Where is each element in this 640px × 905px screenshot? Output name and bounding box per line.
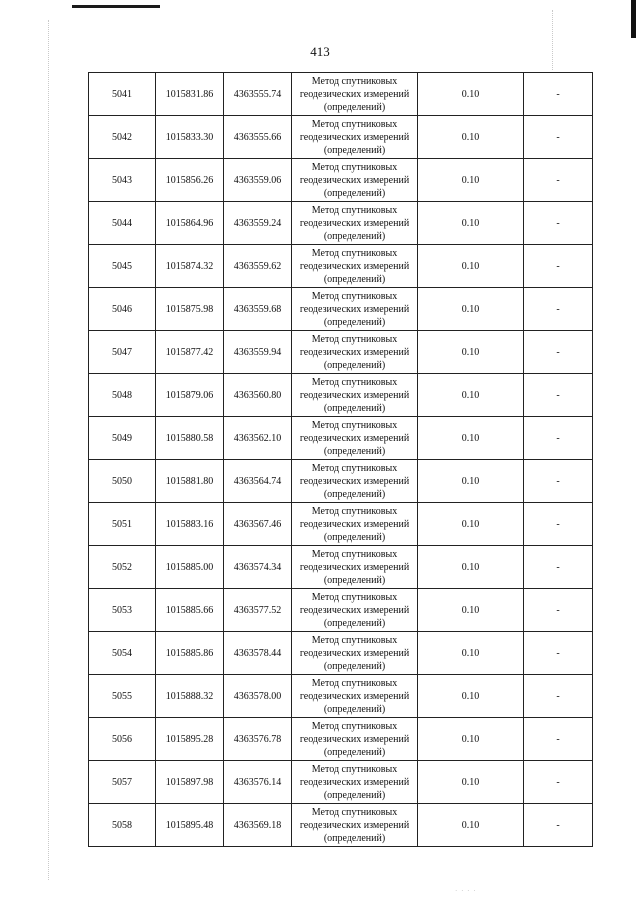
accuracy-cell: 0.10 [418, 288, 524, 331]
accuracy-cell: 0.10 [418, 331, 524, 374]
method-line: геодезических измерений [299, 776, 410, 788]
method-line: геодезических измерений [299, 432, 410, 444]
method-line: геодезических измерений [299, 561, 410, 573]
y-coordinate-cell: 4363560.80 [224, 374, 292, 417]
method-line: (определений) [323, 144, 386, 156]
accuracy-cell: 0.10 [418, 116, 524, 159]
x-coordinate-cell: 1015875.98 [156, 288, 224, 331]
extra-cell: - [524, 632, 593, 675]
extra-cell: - [524, 202, 593, 245]
accuracy-cell: 0.10 [418, 245, 524, 288]
x-coordinate-cell: 1015874.32 [156, 245, 224, 288]
accuracy-cell: 0.10 [418, 374, 524, 417]
method-line: (определений) [323, 273, 386, 285]
y-coordinate-cell: 4363576.14 [224, 761, 292, 804]
method-line: геодезических измерений [299, 217, 410, 229]
method-line: Метод спутниковых [311, 161, 398, 173]
method-line: Метод спутниковых [311, 75, 398, 87]
extra-cell: - [524, 718, 593, 761]
method-line: Метод спутниковых [311, 247, 398, 259]
top-rule [72, 5, 160, 8]
method-cell [292, 503, 418, 546]
point-number-cell: 5043 [89, 159, 156, 202]
table-row [89, 460, 593, 503]
extra-cell: - [524, 331, 593, 374]
x-coordinate-cell: 1015895.28 [156, 718, 224, 761]
method-cell [292, 460, 418, 503]
accuracy-cell: 0.10 [418, 73, 524, 116]
point-number-cell: 5058 [89, 804, 156, 847]
extra-cell: - [524, 288, 593, 331]
table-row [89, 632, 593, 675]
point-number-cell: 5041 [89, 73, 156, 116]
accuracy-cell: 0.10 [418, 761, 524, 804]
extra-cell: - [524, 460, 593, 503]
point-number-cell: 5046 [89, 288, 156, 331]
y-coordinate-cell: 4363559.24 [224, 202, 292, 245]
page-number: 413 [310, 44, 330, 59]
method-line: Метод спутниковых [311, 806, 398, 818]
table-row [89, 374, 593, 417]
point-number-cell: 5051 [89, 503, 156, 546]
method-line: (определений) [323, 531, 386, 543]
accuracy-cell: 0.10 [418, 718, 524, 761]
extra-cell: - [524, 116, 593, 159]
method-cell [292, 589, 418, 632]
table-row [89, 417, 593, 460]
point-number-cell: 5053 [89, 589, 156, 632]
table-row [89, 675, 593, 718]
method-line: геодезических измерений [299, 819, 410, 831]
y-coordinate-cell: 4363569.18 [224, 804, 292, 847]
method-line: (определений) [323, 660, 386, 672]
table-row [89, 503, 593, 546]
point-number-cell: 5042 [89, 116, 156, 159]
x-coordinate-cell: 1015885.86 [156, 632, 224, 675]
method-line: (определений) [323, 187, 386, 199]
method-line: Метод спутниковых [311, 763, 398, 775]
method-line: (определений) [323, 789, 386, 801]
x-coordinate-cell: 1015833.30 [156, 116, 224, 159]
x-coordinate-cell: 1015885.00 [156, 546, 224, 589]
method-line: (определений) [323, 316, 386, 328]
method-cell [292, 288, 418, 331]
point-number-cell: 5048 [89, 374, 156, 417]
table-row [89, 73, 593, 116]
table-row [89, 589, 593, 632]
method-cell [292, 417, 418, 460]
method-line: (определений) [323, 746, 386, 758]
method-cell [292, 159, 418, 202]
method-line: Метод спутниковых [311, 634, 398, 646]
y-coordinate-cell: 4363577.52 [224, 589, 292, 632]
accuracy-cell: 0.10 [418, 460, 524, 503]
method-line: (определений) [323, 488, 386, 500]
y-coordinate-cell: 4363574.34 [224, 546, 292, 589]
y-coordinate-cell: 4363578.00 [224, 675, 292, 718]
method-cell [292, 374, 418, 417]
method-cell [292, 202, 418, 245]
accuracy-cell: 0.10 [418, 589, 524, 632]
accuracy-cell: 0.10 [418, 503, 524, 546]
method-line: геодезических измерений [299, 346, 410, 358]
point-number-cell: 5045 [89, 245, 156, 288]
method-cell [292, 116, 418, 159]
x-coordinate-cell: 1015880.58 [156, 417, 224, 460]
method-cell [292, 718, 418, 761]
y-coordinate-cell: 4363559.94 [224, 331, 292, 374]
method-line: (определений) [323, 230, 386, 242]
y-coordinate-cell: 4363564.74 [224, 460, 292, 503]
table-row [89, 761, 593, 804]
method-cell [292, 761, 418, 804]
y-coordinate-cell: 4363559.68 [224, 288, 292, 331]
corner-mark [631, 0, 636, 38]
extra-cell: - [524, 546, 593, 589]
y-coordinate-cell: 4363567.46 [224, 503, 292, 546]
point-number-cell: 5047 [89, 331, 156, 374]
accuracy-cell: 0.10 [418, 159, 524, 202]
method-line: геодезических измерений [299, 475, 410, 487]
point-number-cell: 5055 [89, 675, 156, 718]
method-line: геодезических измерений [299, 733, 410, 745]
scan-mark: · · · · [455, 887, 477, 895]
point-number-cell: 5056 [89, 718, 156, 761]
extra-cell: - [524, 417, 593, 460]
point-number-cell: 5052 [89, 546, 156, 589]
point-number-cell: 5050 [89, 460, 156, 503]
method-line: геодезических измерений [299, 647, 410, 659]
x-coordinate-cell: 1015879.06 [156, 374, 224, 417]
x-coordinate-cell: 1015831.86 [156, 73, 224, 116]
accuracy-cell: 0.10 [418, 202, 524, 245]
accuracy-cell: 0.10 [418, 546, 524, 589]
y-coordinate-cell: 4363555.66 [224, 116, 292, 159]
x-coordinate-cell: 1015885.66 [156, 589, 224, 632]
method-line: Метод спутниковых [311, 505, 398, 517]
method-line: (определений) [323, 445, 386, 457]
method-cell [292, 546, 418, 589]
extra-cell: - [524, 761, 593, 804]
extra-cell: - [524, 503, 593, 546]
method-cell [292, 331, 418, 374]
method-line: Метод спутниковых [311, 204, 398, 216]
point-number-cell: 5044 [89, 202, 156, 245]
method-line: Метод спутниковых [311, 419, 398, 431]
table-row [89, 718, 593, 761]
y-coordinate-cell: 4363576.78 [224, 718, 292, 761]
coordinates-table [88, 72, 593, 847]
extra-cell: - [524, 675, 593, 718]
x-coordinate-cell: 1015883.16 [156, 503, 224, 546]
table-row [89, 804, 593, 847]
x-coordinate-cell: 1015897.98 [156, 761, 224, 804]
extra-cell: - [524, 73, 593, 116]
table-row [89, 288, 593, 331]
table-row [89, 546, 593, 589]
method-line: Метод спутниковых [311, 376, 398, 388]
table-row [89, 159, 593, 202]
point-number-cell: 5049 [89, 417, 156, 460]
method-line: (определений) [323, 832, 386, 844]
y-coordinate-cell: 4363559.06 [224, 159, 292, 202]
y-coordinate-cell: 4363559.62 [224, 245, 292, 288]
table-body [89, 73, 593, 847]
method-line: Метод спутниковых [311, 118, 398, 130]
extra-cell: - [524, 245, 593, 288]
accuracy-cell: 0.10 [418, 675, 524, 718]
y-coordinate-cell: 4363555.74 [224, 73, 292, 116]
x-coordinate-cell: 1015877.42 [156, 331, 224, 374]
method-line: геодезических измерений [299, 690, 410, 702]
extra-cell: - [524, 804, 593, 847]
method-cell [292, 245, 418, 288]
method-line: геодезических измерений [299, 260, 410, 272]
method-line: (определений) [323, 402, 386, 414]
method-line: геодезических измерений [299, 174, 410, 186]
x-coordinate-cell: 1015864.96 [156, 202, 224, 245]
method-line: (определений) [323, 359, 386, 371]
table-row [89, 245, 593, 288]
x-coordinate-cell: 1015888.32 [156, 675, 224, 718]
table-row [89, 116, 593, 159]
method-cell [292, 73, 418, 116]
point-number-cell: 5057 [89, 761, 156, 804]
method-line: геодезических измерений [299, 303, 410, 315]
method-line: Метод спутниковых [311, 677, 398, 689]
method-line: (определений) [323, 101, 386, 113]
x-coordinate-cell: 1015856.26 [156, 159, 224, 202]
point-number-cell: 5054 [89, 632, 156, 675]
method-cell [292, 632, 418, 675]
method-line: геодезических измерений [299, 604, 410, 616]
method-line: Метод спутниковых [311, 720, 398, 732]
x-coordinate-cell: 1015895.48 [156, 804, 224, 847]
extra-cell: - [524, 589, 593, 632]
method-line: Метод спутниковых [311, 548, 398, 560]
table-row [89, 202, 593, 245]
method-line: Метод спутниковых [311, 333, 398, 345]
method-cell [292, 804, 418, 847]
method-line: Метод спутниковых [311, 462, 398, 474]
y-coordinate-cell: 4363578.44 [224, 632, 292, 675]
method-line: (определений) [323, 617, 386, 629]
method-cell [292, 675, 418, 718]
method-line: Метод спутниковых [311, 290, 398, 302]
accuracy-cell: 0.10 [418, 417, 524, 460]
method-line: (определений) [323, 703, 386, 715]
method-line: (определений) [323, 574, 386, 586]
left-margin-line [48, 20, 50, 880]
method-line: геодезических измерений [299, 518, 410, 530]
y-coordinate-cell: 4363562.10 [224, 417, 292, 460]
x-coordinate-cell: 1015881.80 [156, 460, 224, 503]
method-line: геодезических измерений [299, 131, 410, 143]
table-row [89, 331, 593, 374]
accuracy-cell: 0.10 [418, 804, 524, 847]
method-line: геодезических измерений [299, 389, 410, 401]
extra-cell: - [524, 159, 593, 202]
extra-cell: - [524, 374, 593, 417]
accuracy-cell: 0.10 [418, 632, 524, 675]
method-line: Метод спутниковых [311, 591, 398, 603]
right-margin-line [552, 10, 554, 70]
method-line: геодезических измерений [299, 88, 410, 100]
